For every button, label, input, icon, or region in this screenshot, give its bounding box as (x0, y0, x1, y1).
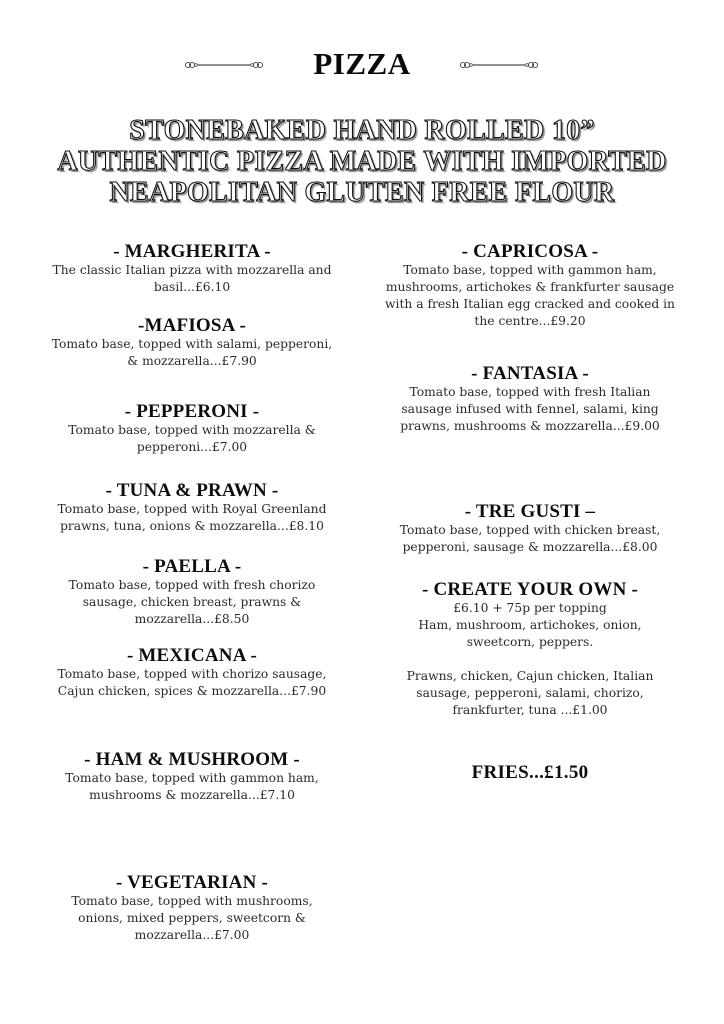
desc-line: Ham, mushroom, artichokes, onion, (418, 618, 642, 632)
subtitle (0, 115, 724, 208)
item-name: - HAM & MUSHROOM - (84, 749, 300, 770)
scroll-divider-icon (459, 59, 539, 71)
menu-item-create-your-own (370, 580, 690, 719)
subtitle-line: AUTHENTIC PIZZA MADE WITH IMPORTED (57, 146, 667, 177)
item-description (42, 577, 342, 628)
desc-line: Tomato base, topped with chorizo sausage, (57, 667, 327, 681)
item-description (370, 522, 690, 556)
item-name: - TUNA & PRAWN - (105, 480, 279, 501)
desc-line: Tomato base, topped with fresh chorizo (68, 578, 316, 592)
desc-line: sausage, pepperoni, salami, chorizo, (416, 686, 644, 700)
item-name: - CAPRICOSA - (461, 241, 599, 262)
desc-line: onions, mixed peppers, sweetcorn & (78, 911, 306, 925)
fries-item: FRIES...£1.50 (471, 762, 589, 783)
desc-line: mozzarella...£8.50 (134, 612, 250, 626)
subtitle-line: STONEBAKED HAND ROLLED 10” (129, 115, 595, 146)
menu-item-capricosa (370, 242, 690, 330)
item-name: - VEGETARIAN - (116, 872, 268, 893)
desc-line: Prawns, chicken, Cajun chicken, Italian (406, 669, 654, 683)
menu-item-pepperoni (42, 402, 342, 456)
spacer (370, 651, 690, 668)
desc-line: pepperoni, sausage & mozzarella...£8.00 (402, 540, 658, 554)
desc-line: Tomato base, topped with Royal Greenland (57, 502, 327, 516)
desc-line: prawns, tuna, onions & mozzarella...£8.10 (60, 519, 324, 533)
desc-line: Cajun chicken, spices & mozzarella...£7.90 (57, 684, 327, 698)
desc-line: mushrooms & mozzarella...£7.10 (89, 788, 295, 802)
item-description (42, 336, 342, 370)
desc-line: mushrooms, artichokes & frankfurter sausage (385, 280, 675, 294)
subtitle-line: NEAPOLITAN GLUTEN FREE FLOUR (109, 177, 615, 208)
item-description (370, 262, 690, 330)
desc-line: Tomato base, topped with gammon ham, (65, 771, 319, 785)
desc-line: Tomato base, topped with salami, pepperoni, (51, 337, 333, 351)
desc-line: Tomato base, topped with mushrooms, (71, 894, 313, 908)
desc-line: sausage infused with fennel, salami, king (401, 402, 659, 416)
item-description (42, 422, 342, 456)
item-description (42, 770, 342, 804)
desc-line: frankfurter, tuna ...£1.00 (452, 703, 608, 717)
desc-line: sweetcorn, peppers. (466, 635, 594, 649)
menu-item-fantasia (370, 364, 690, 435)
desc-line: mozzarella...£7.00 (134, 928, 250, 942)
menu-item-margherita (42, 242, 342, 296)
desc-line: The classic Italian pizza with mozzarella and (52, 263, 332, 277)
desc-line: Tomato base, topped with chicken breast, (399, 523, 661, 537)
desc-line: sausage, chicken breast, prawns & (82, 595, 302, 609)
menu-item-tre-gusti (370, 502, 690, 556)
desc-line: basil...£6.10 (153, 280, 231, 294)
desc-line: with a fresh Italian egg cracked and cooked in (385, 297, 675, 311)
item-description (42, 262, 342, 296)
desc-line: Tomato base, topped with gammon ham, (403, 263, 657, 277)
menu-item-tuna-prawn (42, 481, 342, 535)
desc-line: prawns, mushrooms & mozzarella...£9.00 (400, 419, 660, 433)
desc-line: Tomato base, topped with fresh Italian (409, 385, 651, 399)
menu-item-paella (42, 557, 342, 628)
item-name: - CREATE YOUR OWN - (422, 579, 638, 600)
desc-line: & mozzarella...£7.90 (127, 354, 257, 368)
title-row (0, 44, 724, 84)
item-name: - FANTASIA - (471, 363, 589, 384)
item-name: - MARGHERITA - (113, 241, 271, 262)
desc-line: Tomato base, topped with mozzarella & (68, 423, 316, 437)
item-name: - PEPPERONI - (124, 401, 260, 422)
menu-item-ham-mushroom (42, 750, 342, 804)
desc-line: £6.10 + 75p per topping (453, 601, 607, 615)
menu-item-mexicana (42, 646, 342, 700)
item-name: -MAFIOSA - (137, 315, 247, 336)
item-description (42, 893, 342, 944)
item-description (42, 501, 342, 535)
desc-line: pepperoni...£7.00 (136, 440, 248, 454)
item-name: - MEXICANA - (126, 645, 258, 666)
item-description (370, 600, 690, 719)
item-description (370, 384, 690, 435)
item-description (42, 666, 342, 700)
item-name: - TRE GUSTI – (464, 501, 596, 522)
menu-item-vegetarian (42, 873, 342, 944)
item-name: - PAELLA - (142, 556, 242, 577)
menu-item-mafiosa (42, 316, 342, 370)
page-title: PIZZA (313, 46, 411, 81)
desc-line: the centre...£9.20 (474, 314, 586, 328)
